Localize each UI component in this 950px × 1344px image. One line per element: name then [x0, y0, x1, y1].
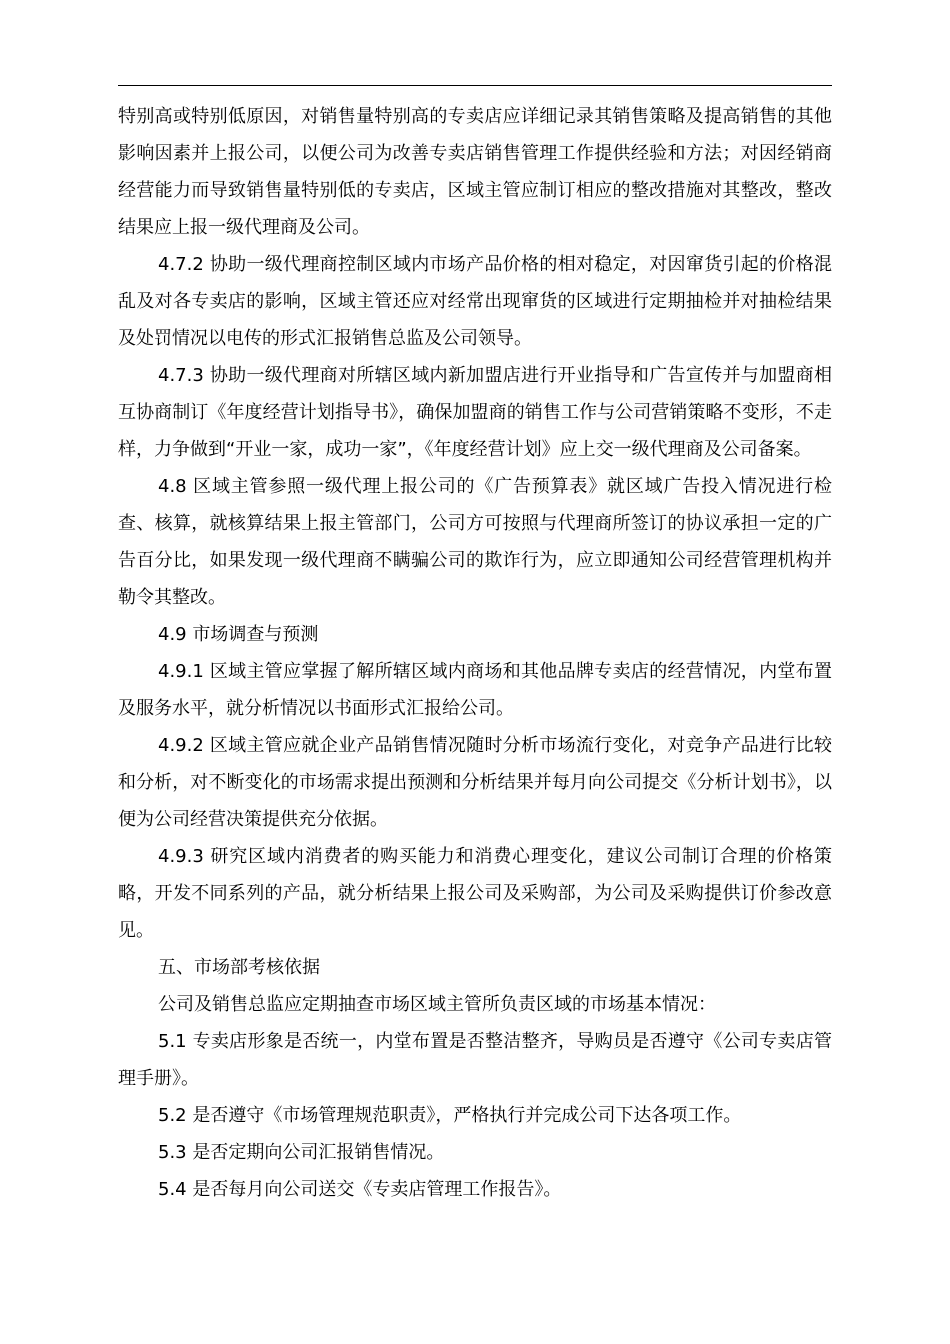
- heading-4-9: 4.9 市场调查与预测: [158, 624, 319, 645]
- document-body: [118, 98, 832, 1208]
- paragraph-4-7-2: 4.7.2 协助一级代理商控制区域内市场产品价格的相对稳定，对因窜货引起的价格混乱及对各专卖店的影响，区域主管还应对经常出现窜货的区域进行定期抽检并对抽检结果及处罚情况以电传的形式汇报销售总监及公司领导。: [118, 254, 832, 349]
- paragraph-5-3: 5.3 是否定期向公司汇报销售情况。: [158, 1142, 445, 1163]
- paragraph-4-7-3: 4.7.3 协助一级代理商对所辖区域内新加盟店进行开业指导和广告宣传并与加盟商相互协商制订《年度经营计划指导书》，确保加盟商的销售工作与公司营销策略不变形，不走样，力争做到“开业一家，成功一家”，《年度经营计划》应上交一级代理商及公司备案。: [118, 365, 832, 460]
- paragraph-sales-analysis-continued: 特别高或特别低原因，对销售量特别高的专卖店应详细记录其销售策略及提高销售的其他影响因素并上报公司，以便公司为改善专卖店销售管理工作提供经验和方法；对因经销商经营能力而导致销售量特别低的专卖店，区域主管应制订相应的整改措施对其整改，整改结果应上报一级代理商及公司。: [118, 106, 832, 238]
- paragraph-4-9-1: 4.9.1 区域主管应掌握了解所辖区域内商场和其他品牌专卖店的经营情况，内堂布置及服务水平，就分析情况以书面形式汇报给公司。: [118, 661, 832, 719]
- paragraph-5-1: 5.1 专卖店形象是否统一，内堂布置是否整洁整齐，导购员是否遵守《公司专卖店管理手册》。: [118, 1031, 832, 1089]
- paragraph-section-5-intro: 公司及销售总监应定期抽查市场区域主管所负责区域的市场基本情况：: [158, 994, 716, 1015]
- paragraph-5-2: 5.2 是否遵守《市场管理规范职责》，严格执行并完成公司下达各项工作。: [158, 1105, 742, 1126]
- paragraph-4-9-3: 4.9.3 研究区域内消费者的购买能力和消费心理变化，建议公司制订合理的价格策略，开发不同系列的产品，就分析结果上报公司及采购部，为公司及采购提供订价参改意见。: [118, 846, 832, 941]
- header-rule: [118, 85, 832, 86]
- heading-section-5: 五、市场部考核依据: [158, 957, 320, 978]
- paragraph-5-4: 5.4 是否每月向公司送交《专卖店管理工作报告》。: [158, 1179, 562, 1200]
- paragraph-4-8: 4.8 区域主管参照一级代理上报公司的《广告预算表》就区域广告投入情况进行检查、核算，就核算结果上报主管部门，公司方可按照与代理商所签订的协议承担一定的广告百分比，如果发现一级代理商不瞒骗公司的欺诈行为，应立即通知公司经营管理机构并勒令其整改。: [118, 476, 832, 608]
- paragraph-4-9-2: 4.9.2 区域主管应就企业产品销售情况随时分析市场流行变化，对竞争产品进行比较和分析，对不断变化的市场需求提出预测和分析结果并每月向公司提交《分析计划书》，以便为公司经营决策提供充分依据。: [118, 735, 832, 830]
